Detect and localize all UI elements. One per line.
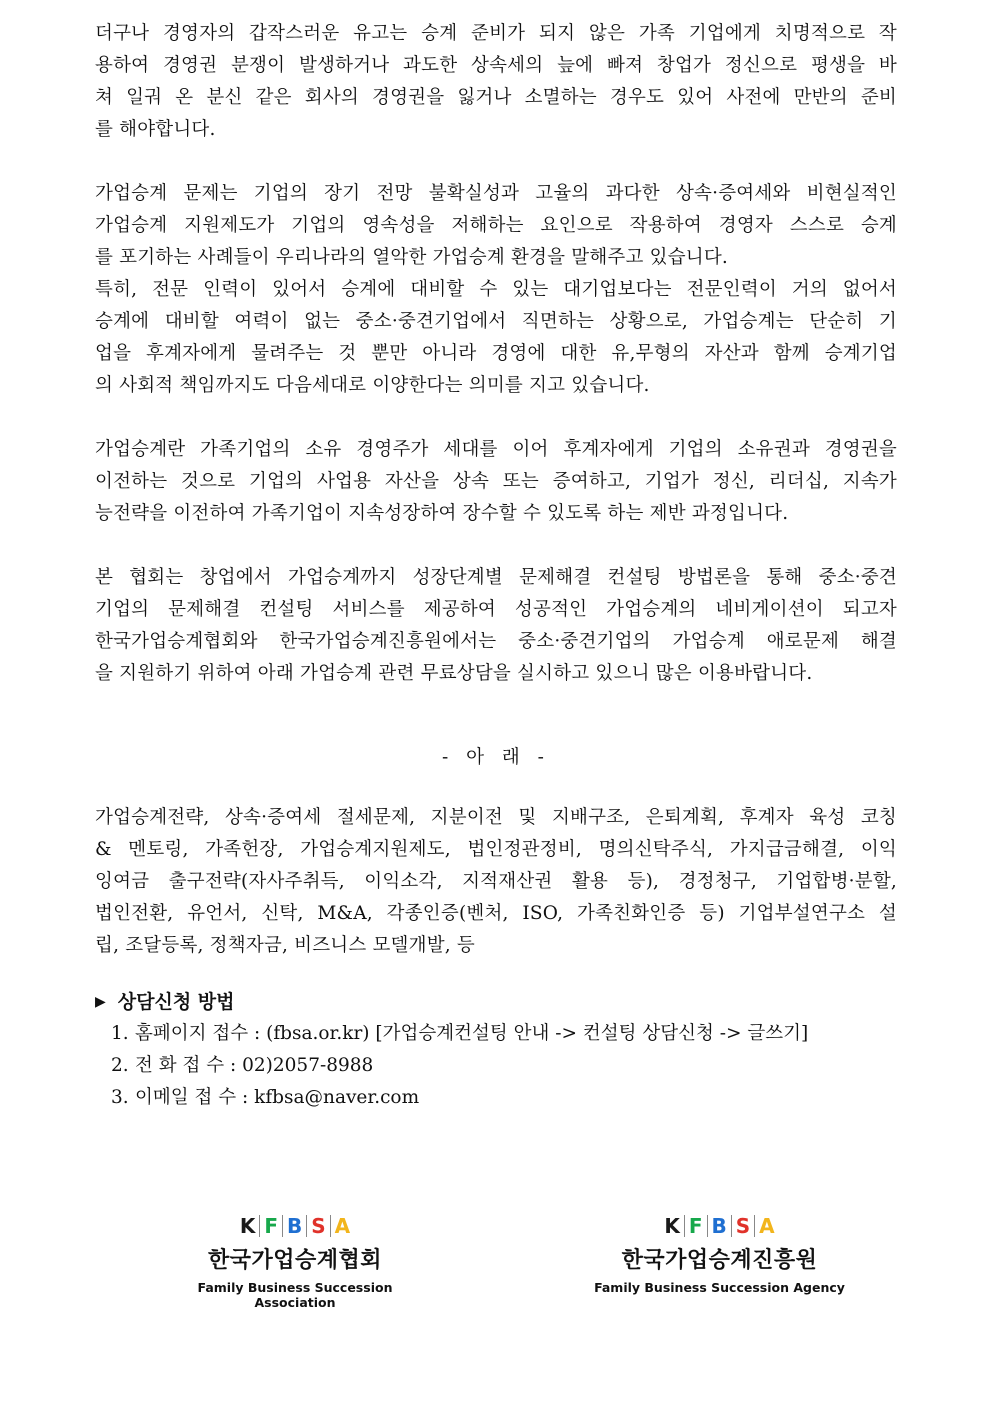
paragraph-line: 능전략을 이전하여 가족기업이 지속성장하여 장수할 수 있도록 하는 제반 과정입니다.: [95, 503, 789, 524]
homepage-method[interactable]: 홈페이지 접수 : (fbsa.or.kr) [가업승계컨설팅 안내 -> 컨설팅 상담신청 -> 글쓰기]: [135, 1023, 809, 1044]
paragraph: [95, 178, 897, 274]
list-item: 3. 이메일 접 수 : kfbsa@naver.com: [111, 1087, 420, 1108]
paragraph-line: 의 사회적 책임까지도 다음세대로 이양한다는 의미를 지고 있습니다.: [95, 375, 650, 396]
paragraph-line: 특히, 전문 인력이 있어서 승계에 대비할 수 있는 대기업보다는 전문인력이 거의 없어서: [95, 279, 897, 300]
logo-letter-f: F: [264, 1214, 279, 1238]
list-item: 2. 전 화 접 수 : 02)2057-8988: [111, 1055, 374, 1076]
paragraph-line: 이전하는 것으로 기업의 사업용 자산을 상속 또는 증여하고, 기업가 정신, 리더십, 지속가: [95, 471, 897, 492]
logo-letter-f: F: [688, 1214, 703, 1238]
paragraph-line: 더구나 경영자의 갑작스러운 유고는 승계 준비가 되지 않은 가족 기업에게 치명적으로 작: [95, 23, 897, 44]
paragraph-line: 를 포기하는 사례들이 우리나라의 열악한 가업승계 환경을 말해주고 있습니다.: [95, 247, 729, 268]
paragraph-line: 가업승계 지원제도가 기업의 영속성을 저해하는 요인으로 작용하여 경영자 스스로 승계: [95, 215, 897, 236]
paragraph-line: 본 협회는 창업에서 가업승계까지 성장단계별 문제해결 컨설팅 방법론을 통해 중소·중견: [95, 567, 897, 588]
document-body: [95, 18, 897, 1114]
logo-letter-a: A: [759, 1214, 775, 1238]
kfbsa-letters: [592, 1213, 847, 1239]
intro-paragraphs: [95, 18, 897, 690]
logo-letter-k: K: [239, 1214, 256, 1238]
logo-letter-k: K: [664, 1214, 680, 1238]
paragraph: [95, 274, 897, 402]
logo-letter-b: B: [287, 1214, 303, 1238]
agency-korean-name: 한국가업승계진흥원: [621, 1248, 818, 1273]
paragraph: [95, 18, 897, 146]
logo-letter-s: S: [735, 1214, 751, 1238]
kfbsa-association-logo: [155, 1213, 435, 1310]
paragraph-line: 가업승계란 가족기업의 소유 경영주가 세대를 이어 후계자에게 기업의 소유권과 경영권을: [95, 439, 897, 460]
logo-letter-a: A: [334, 1214, 351, 1238]
logo-letter-b: B: [711, 1214, 727, 1238]
notice-heading: - 아 래 -: [442, 747, 550, 768]
triangle-bullet-icon: ▶: [95, 994, 106, 1010]
services-line: 가업승계전략, 상속·증여세 절세문제, 지분이전 및 지배구조, 은퇴계획, 후계자 육성 코칭: [95, 807, 897, 828]
logo-letter-s: S: [311, 1214, 326, 1238]
kfbsa-agency-logo: [592, 1213, 847, 1295]
services-line: 법인전환, 유언서, 신탁, M&A, 각종인증(벤처, ISO, 가족친화인증 등) 기업부설연구소 설: [95, 903, 897, 924]
services-line: 립, 조달등록, 정책자금, 비즈니스 모델개발, 등: [95, 935, 476, 956]
agency-english-name: Family Business Succession Agency: [594, 1280, 845, 1295]
services-line: 잉여금 출구전략(자사주취득, 이익소각, 지적재산권 활용 등), 경정청구, 기업합병·분할,: [95, 871, 897, 892]
association-korean-name: 한국가업승계협회: [207, 1248, 383, 1273]
logo-area: [0, 1213, 992, 1310]
paragraph-line: 업을 후계자에게 물려주는 것 뿐만 아니라 경영에 대한 유,무형의 자산과 함께 승계기업: [95, 343, 897, 364]
phone-method[interactable]: 전 화 접 수 : 02)2057-8988: [135, 1055, 374, 1076]
consult-section-title: [95, 986, 897, 1018]
paragraph-line: 쳐 일궈 온 분신 같은 회사의 경영권을 잃거나 소멸하는 경우도 있어 사전에 만반의 준비: [95, 87, 897, 108]
paragraph-line: 기업의 문제해결 컨설팅 서비스를 제공하여 성공적인 가업승계의 네비게이션이 되고자: [95, 599, 897, 620]
paragraph-line: 용하여 경영권 분쟁이 발생하거나 과도한 상속세의 늪에 빠져 창업가 정신으로 평생을 바: [95, 55, 897, 76]
paragraph-line: 한국가업승계협회와 한국가업승계진흥원에서는 중소·중견기업의 가업승계 애로문제 해결: [95, 631, 897, 652]
services-line: & 멘토링, 가족헌장, 가업승계지원제도, 법인정관정비, 명의신탁주식, 가지급금해결, 이익: [95, 839, 897, 860]
paragraph-line: 가업승계 문제는 기업의 장기 전망 불확실성과 고율의 과다한 상속·증여세와 비현실적인: [95, 183, 897, 204]
consult-method-list: [95, 1018, 897, 1114]
consult-title-text: 상담신청 방법: [117, 991, 235, 1013]
email-method[interactable]: 이메일 접 수 : kfbsa@naver.com: [135, 1087, 420, 1108]
list-item: 1. 홈페이지 접수 : (fbsa.or.kr) [가업승계컨설팅 안내 -> 컨설팅 상담신청 -> 글쓰기]: [111, 1023, 809, 1044]
kfbsa-letters: [155, 1213, 435, 1239]
paragraph-line: 를 해야합니다.: [95, 119, 216, 140]
paragraph-line: 을 지원하기 위하여 아래 가업승계 관련 무료상담을 실시하고 있으니 많은 이용바랍니다.: [95, 663, 813, 684]
paragraph: [95, 562, 897, 690]
paragraph: [95, 434, 897, 530]
paragraph-line: 승계에 대비할 여력이 없는 중소·중견기업에서 직면하는 상황으로, 가업승계는 단순히 기: [95, 311, 897, 332]
services-paragraph: [95, 802, 897, 962]
association-english-name: Family Business Succession Association: [197, 1280, 393, 1310]
